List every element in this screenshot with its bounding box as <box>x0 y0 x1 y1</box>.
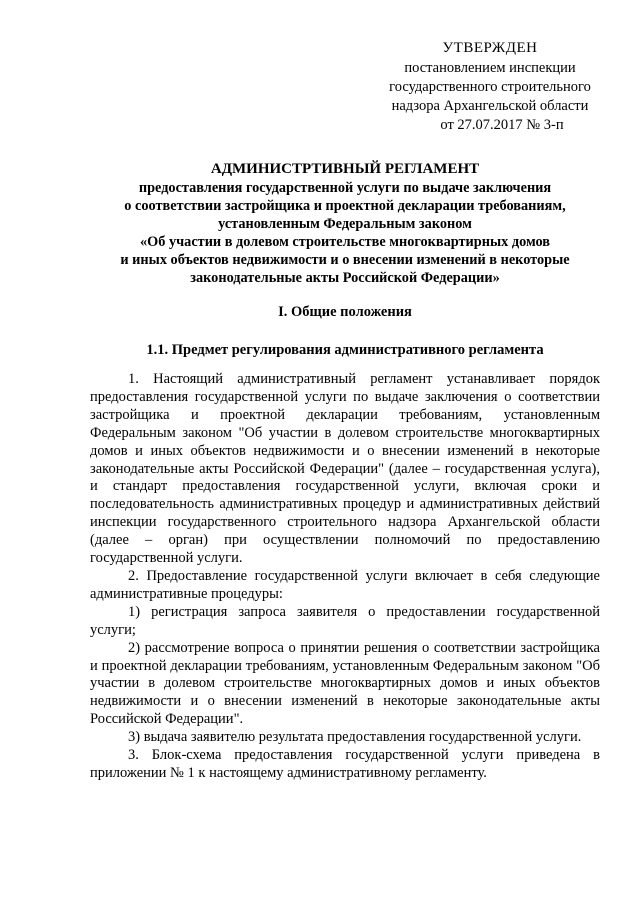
title-line: «Об участии в долевом строительстве многоквартирных домов <box>139 234 551 250</box>
title-line: законодательные акты Российской Федерации» <box>190 270 500 286</box>
section-heading: I. Общие положения <box>278 304 412 320</box>
approval-line: постановлением инспекции <box>404 60 576 76</box>
title-main: АДМИНИСТРТИВНЫЙ РЕГЛАМЕНТ <box>210 161 480 177</box>
title-line: установленным Федеральным законом <box>218 216 472 232</box>
paragraph: 1. Настоящий административный регламент устанавливает порядок предоставления государственной услуги по выдаче заключения о соответствии застройщика и проектной декларации требованиям, установленным Федеральным законом "Об участии в долевом строительстве многоквартирных домов и иных объектов недвижимости и о внесении изменений в некоторые законодательные акты Российской Федерации" (далее – государственная услуга), и стандарт предоставления государственной услуги, включая сроки и последовательность административных процедур и административных действий инспекции государственного строительного надзора Архангельской области (далее – орган) при осуществлении полномочий по предоставлению государственной услуги. <box>90 371 600 567</box>
title-line: предоставления государственной услуги по выдаче заключения <box>138 180 552 196</box>
paragraph: 3. Блок-схема предоставления государственной услуги приведена в приложении № 1 к настоящему административному регламенту. <box>90 747 600 781</box>
title-line: о соответствии застройщика и проектной декларации требованиям, <box>124 198 566 214</box>
document-title <box>90 160 600 287</box>
document-body <box>90 371 600 783</box>
paragraph: 2. Предоставление государственной услуги включает в себя следующие административные процедуры: <box>90 567 600 602</box>
approval-heading: УТВЕРЖДЕН <box>442 40 538 56</box>
paragraph: 3) выдача заявителю результата предоставления государственной услуги. <box>128 729 582 746</box>
title-line: и иных объектов недвижимости и о внесении изменений в некоторые <box>120 252 570 268</box>
section-subheading: 1.1. Предмет регулирования административного регламента <box>146 342 544 358</box>
approval-line: государственного строительного <box>389 79 591 95</box>
paragraph: 2) рассмотрение вопроса о принятии решения о соответствии застройщика и проектной декларации требованиям, установленным Федеральным законом "Об участии в долевом строительстве многоквартирных домов и иных объектов недвижимости и о внесении изменений в некоторые законодательные акты Российской Федерации". <box>90 639 600 728</box>
paragraph: 1) регистрация запроса заявителя о предоставлении государственной услуги; <box>90 603 600 638</box>
approval-stamp <box>360 38 620 135</box>
approval-line: надзора Архангельской области <box>391 98 589 114</box>
approval-date: от 27.07.2017 № 3-п <box>440 117 564 133</box>
